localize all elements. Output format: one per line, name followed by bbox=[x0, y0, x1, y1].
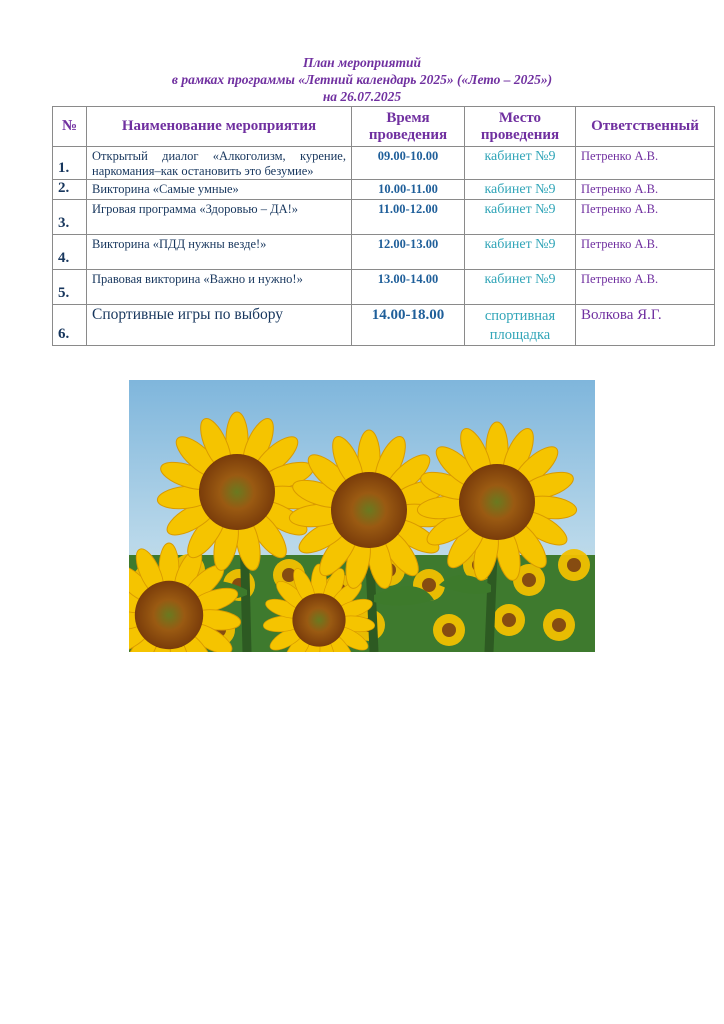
event-responsible: Волкова Я.Г. bbox=[576, 305, 715, 346]
row-number: 5. bbox=[53, 270, 87, 305]
event-responsible: Петренко А.В. bbox=[576, 200, 715, 235]
column-header-time: Время проведения bbox=[352, 107, 465, 147]
table-row bbox=[53, 270, 715, 305]
column-header-name: Наименование мероприятия bbox=[87, 107, 352, 147]
event-place: кабинет №9 bbox=[465, 235, 576, 270]
event-responsible: Петренко А.В. bbox=[576, 235, 715, 270]
row-number: 2. bbox=[53, 180, 87, 200]
event-time: 13.00-14.00 bbox=[352, 270, 465, 305]
events-table bbox=[52, 106, 715, 346]
event-name: Викторина «ПДД нужны везде!» bbox=[87, 235, 352, 270]
event-place: кабинет №9 bbox=[465, 147, 576, 180]
row-number: 6. bbox=[53, 305, 87, 346]
event-responsible: Петренко А.В. bbox=[576, 270, 715, 305]
row-number: 3. bbox=[53, 200, 87, 235]
event-name: Открытый диалог «Алкоголизм, курение, наркомания–как остановить это безумие» bbox=[87, 147, 352, 180]
column-header-responsible: Ответственный bbox=[576, 107, 715, 147]
row-number: 4. bbox=[53, 235, 87, 270]
column-header-number: № bbox=[53, 107, 87, 147]
event-place: кабинет №9 bbox=[465, 180, 576, 200]
event-responsible: Петренко А.В. bbox=[576, 180, 715, 200]
event-time: 10.00-11.00 bbox=[352, 180, 465, 200]
table-row bbox=[53, 235, 715, 270]
event-time: 12.00-13.00 bbox=[352, 235, 465, 270]
event-time: 14.00-18.00 bbox=[352, 305, 465, 346]
event-place: спортивная площадка bbox=[465, 305, 576, 346]
table-row bbox=[53, 147, 715, 180]
event-name: Правовая викторина «Важно и нужно!» bbox=[87, 270, 352, 305]
event-place: кабинет №9 bbox=[465, 270, 576, 305]
event-name: Спортивные игры по выбору bbox=[87, 305, 352, 346]
event-time: 11.00-12.00 bbox=[352, 200, 465, 235]
table-header-row bbox=[53, 107, 715, 147]
row-number: 1. bbox=[53, 147, 87, 180]
title-line-1: План мероприятий bbox=[302, 55, 422, 70]
event-name: Викторина «Самые умные» bbox=[87, 180, 352, 200]
sunflowers-photo bbox=[129, 380, 595, 652]
title-line-3: на 26.07.2025 bbox=[322, 89, 402, 104]
document-title bbox=[0, 54, 724, 105]
event-responsible: Петренко А.В. bbox=[576, 147, 715, 180]
event-place: кабинет №9 bbox=[465, 200, 576, 235]
column-header-place: Место проведения bbox=[465, 107, 576, 147]
table-row bbox=[53, 305, 715, 346]
table-row bbox=[53, 180, 715, 200]
event-name: Игровая программа «Здоровью – ДА!» bbox=[87, 200, 352, 235]
title-line-2: в рамках программы «Летний календарь 2025» («Лето – 2025») bbox=[171, 72, 553, 87]
table-row bbox=[53, 200, 715, 235]
event-time: 09.00-10.00 bbox=[352, 147, 465, 180]
